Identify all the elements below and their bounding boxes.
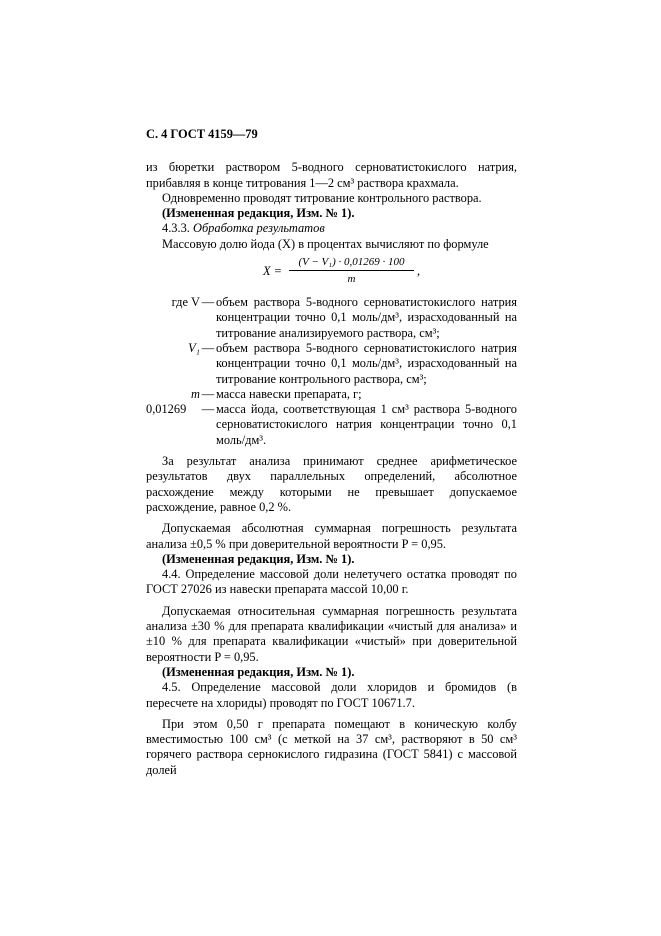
- document-page: [146, 127, 517, 778]
- paragraph-formula-intro: Массовую долю йода (X) в процентах вычисляют по формуле: [162, 236, 489, 251]
- legend-text: объем раствора 5-водного серноватистокислого натрия концентрации точно 0,1 моль/дм³, израсходованный на титрование контрольного раствора, см³;: [216, 340, 517, 386]
- formula-fraction: [289, 255, 414, 286]
- legend-dash: —: [201, 340, 215, 355]
- amendment-note-3: (Измененная редакция, Изм. № 1).: [162, 664, 355, 679]
- paragraph-titration-end: из бюретки раствором 5-водного серноватистокислого натрия, прибавляя в конце титрования 1—2 см³ раствора крахмала.: [146, 160, 517, 190]
- formula-comma: ,: [417, 264, 421, 279]
- legend-dash: —: [201, 295, 215, 310]
- legend-row: [146, 341, 517, 387]
- formula-denominator: m: [347, 273, 356, 286]
- formula-lhs: X =: [263, 264, 283, 279]
- iodine-formula: [146, 255, 517, 291]
- amendment-note-2: (Измененная редакция, Изм. № 1).: [162, 551, 355, 566]
- paragraph-control-titration: Одновременно проводят титрование контрольного раствора.: [162, 190, 482, 205]
- paragraph-absolute-error: Допускаемая абсолютная суммарная погрешность результата анализа ±0,5 % при доверительной вероятности P = 0,95.: [146, 521, 517, 551]
- legend-symbol: V₁: [188, 340, 200, 355]
- paragraph-sample-prep: При этом 0,50 г препарата помещают в коническую колбу вместимостью 100 см³ (с меткой на 37 см³, растворяют в 50 см³ горячего раствора сернокислого гидразина (ГОСТ 5841) с массовой долей: [146, 716, 517, 777]
- legend-symbol: где V: [171, 295, 200, 310]
- legend-row: [146, 402, 517, 448]
- page-header: С. 4 ГОСТ 4159—79: [146, 127, 258, 141]
- legend-dash: —: [201, 402, 215, 417]
- section-number: 4.3.3.: [162, 221, 190, 236]
- legend-row: [146, 387, 517, 402]
- legend-row: [146, 295, 517, 341]
- legend-text: масса йода, соответствующая 1 см³ раствора 5-водного серноватистокислого натрия концентрации точно 0,1 моль/дм³.: [216, 402, 517, 447]
- paragraph-section-4-4: 4.4. Определение массовой доли нелетучего остатка проводят по ГОСТ 27026 из навески препарата массой 10,00 г.: [146, 567, 517, 597]
- section-title: Обработка результатов: [193, 221, 325, 236]
- paragraph-section-4-5: 4.5. Определение массовой доли хлоридов и бромидов (в пересчете на хлориды) проводят по ГОСТ 10671.7.: [146, 680, 517, 710]
- legend-symbol: m: [191, 386, 200, 401]
- fraction-bar: [289, 270, 414, 271]
- paragraph-result-average: За результат анализа принимают среднее арифметическое результатов двух параллельных определений, абсолютное расхождение между которыми не превышает допускаемое расхождение, равное 0,2 %.: [146, 454, 517, 514]
- formula-numerator: (V − V₁) · 0,01269 · 100: [298, 256, 405, 269]
- legend-symbol: 0,01269: [146, 402, 187, 417]
- legend-text: объем раствора 5-водного серноватистокислого натрия концентрации точно 0,1 моль/дм³, израсходованный на титрование анализируемого раствора, см³;: [216, 295, 517, 340]
- paragraph-relative-error: Допускаемая относительная суммарная погрешность результата анализа ±30 % для препарата квалификации «чистый для анализа» и ±10 % для препарата квалификации «чистый» при доверительной вероятности P = 0,95.: [146, 603, 517, 664]
- formula-legend: [146, 295, 517, 448]
- legend-text: масса навески препарата, г;: [216, 386, 362, 401]
- amendment-note-1: (Измененная редакция, Изм. № 1).: [162, 206, 355, 221]
- legend-dash: —: [201, 386, 215, 401]
- section-4-3-3-heading: [146, 221, 517, 236]
